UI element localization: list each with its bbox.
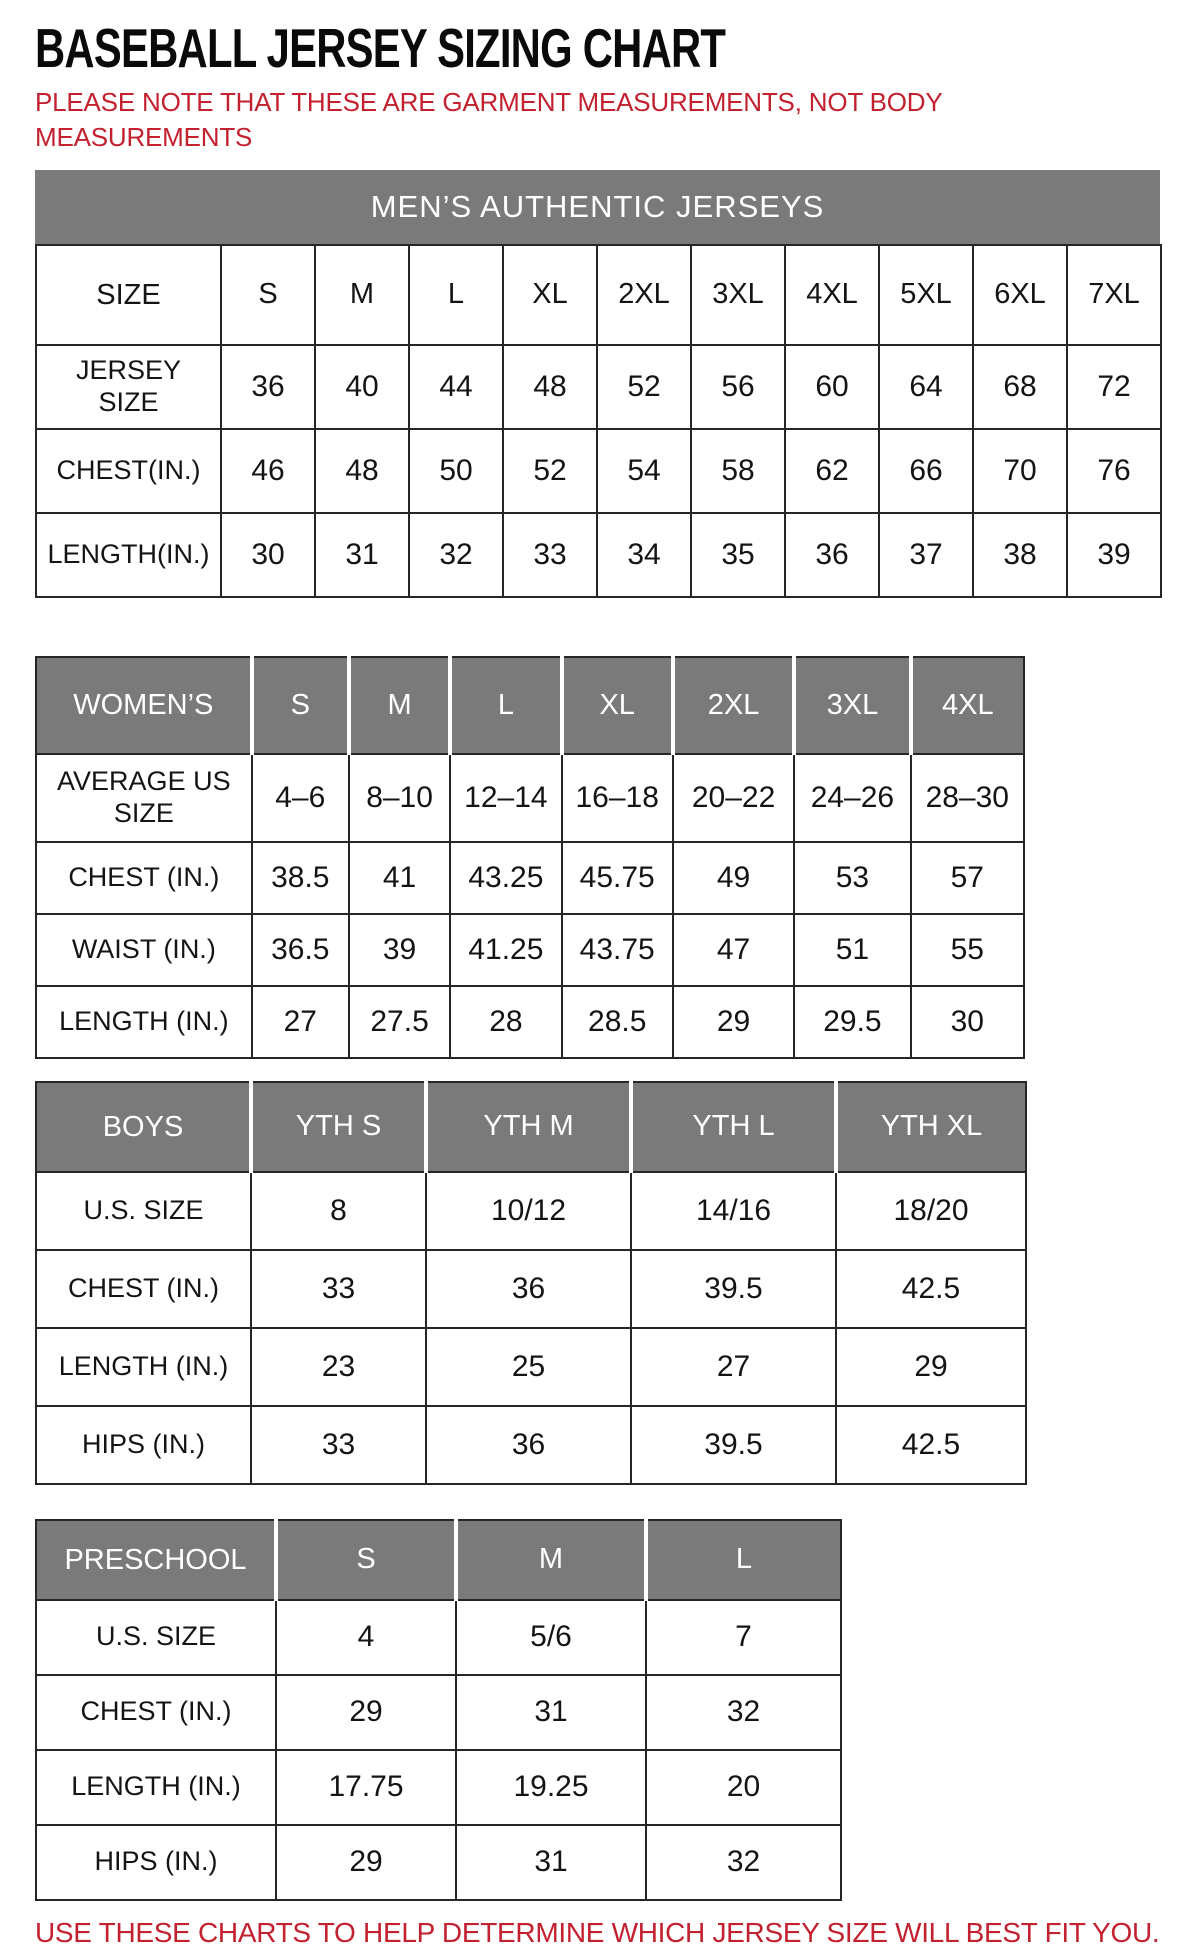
size-header-cell: L (646, 1520, 841, 1600)
size-value-cell: 36 (426, 1406, 631, 1484)
size-value-cell: 31 (456, 1675, 646, 1750)
size-value-cell: 70 (973, 429, 1067, 513)
size-header-cell: 2XL (673, 657, 794, 754)
row-label-cell: LENGTH (IN.) (36, 1750, 276, 1825)
size-value-cell: 27 (252, 986, 349, 1058)
size-value-cell: 5/6 (456, 1600, 646, 1675)
row-label-cell: CHEST (IN.) (36, 1250, 251, 1328)
row-label-cell: LENGTH (IN.) (36, 1328, 251, 1406)
size-value-cell: 42.5 (836, 1406, 1026, 1484)
size-value-cell: 66 (879, 429, 973, 513)
size-header-cell: YTH M (426, 1082, 631, 1172)
size-header-cell: 5XL (879, 245, 973, 345)
size-value-cell: 60 (785, 345, 879, 429)
size-value-cell: 28–30 (911, 754, 1024, 842)
size-value-cell: 39.5 (631, 1250, 836, 1328)
footer-note: USE THESE CHARTS TO HELP DETERMINE WHICH JERSEY SIZE WILL BEST FIT YOU. (35, 1916, 1160, 1948)
table-row (36, 1600, 841, 1675)
size-header-cell: M (349, 657, 450, 754)
size-value-cell: 36 (221, 345, 315, 429)
size-value-cell: 18/20 (836, 1172, 1026, 1250)
note-line-1: PLEASE NOTE THAT THESE ARE GARMENT MEASUREMENTS, NOT BODY (35, 87, 943, 118)
row-label-cell: HIPS (IN.) (36, 1406, 251, 1484)
size-value-cell: 29 (276, 1825, 456, 1900)
size-value-cell: 58 (691, 429, 785, 513)
size-value-cell: 33 (503, 513, 597, 597)
size-value-cell: 27 (631, 1328, 836, 1406)
size-value-cell: 54 (597, 429, 691, 513)
size-value-cell: 20–22 (673, 754, 794, 842)
size-value-cell: 34 (597, 513, 691, 597)
mens-table-title-band: MEN’S AUTHENTIC JERSEYS (35, 170, 1160, 244)
table-row (36, 986, 1024, 1058)
preschool-table-section (35, 1519, 1200, 1901)
size-value-cell: 28.5 (562, 986, 673, 1058)
size-value-cell: 44 (409, 345, 503, 429)
row-label-cell: U.S. SIZE (36, 1600, 276, 1675)
size-header-cell: S (252, 657, 349, 754)
size-header-cell: XL (503, 245, 597, 345)
size-value-cell: 23 (251, 1328, 426, 1406)
row-label-cell: LENGTH (IN.) (36, 986, 252, 1058)
table-row (36, 1172, 1026, 1250)
boys-size-table (35, 1081, 1027, 1485)
row-label-cell: CHEST(IN.) (36, 429, 221, 513)
size-value-cell: 50 (409, 429, 503, 513)
size-value-cell: 4–6 (252, 754, 349, 842)
size-value-cell: 38 (973, 513, 1067, 597)
size-value-cell: 45.75 (562, 842, 673, 914)
row-label-cell: JERSEY SIZE (36, 345, 221, 429)
size-value-cell: 39 (349, 914, 450, 986)
row-label-cell: WAIST (IN.) (36, 914, 252, 986)
size-value-cell: 52 (503, 429, 597, 513)
boys-table-section (35, 1081, 1200, 1485)
size-value-cell: 53 (794, 842, 910, 914)
size-value-cell: 32 (646, 1675, 841, 1750)
size-value-cell: 36 (785, 513, 879, 597)
size-value-cell: 47 (673, 914, 794, 986)
row-label-cell: LENGTH(IN.) (36, 513, 221, 597)
size-value-cell: 46 (221, 429, 315, 513)
size-value-cell: 41.25 (450, 914, 561, 986)
size-header-cell: XL (562, 657, 673, 754)
size-value-cell: 35 (691, 513, 785, 597)
size-header-cell: M (456, 1520, 646, 1600)
size-header-cell: L (450, 657, 561, 754)
size-value-cell: 38.5 (252, 842, 349, 914)
size-value-cell: 12–14 (450, 754, 561, 842)
size-value-cell: 28 (450, 986, 561, 1058)
size-value-cell: 25 (426, 1328, 631, 1406)
row-label-cell: U.S. SIZE (36, 1172, 251, 1250)
size-value-cell: 4 (276, 1600, 456, 1675)
note-line-2: MEASUREMENTS (35, 122, 253, 153)
size-value-cell: 29.5 (794, 986, 910, 1058)
size-header-cell: YTH L (631, 1082, 836, 1172)
table-row (36, 1825, 841, 1900)
size-value-cell: 56 (691, 345, 785, 429)
size-header-cell: 6XL (973, 245, 1067, 345)
size-value-cell: 41 (349, 842, 450, 914)
size-value-cell: 29 (673, 986, 794, 1058)
table-row (36, 429, 1161, 513)
size-value-cell: 7 (646, 1600, 841, 1675)
size-value-cell: 43.75 (562, 914, 673, 986)
garment-measurement-note (35, 85, 1200, 155)
row-label-cell: CHEST (IN.) (36, 1675, 276, 1750)
size-value-cell: 43.25 (450, 842, 561, 914)
row-label-cell: CHEST (IN.) (36, 842, 252, 914)
size-header-cell: 7XL (1067, 245, 1161, 345)
womens-table-section (35, 656, 1200, 1059)
size-header-cell: M (315, 245, 409, 345)
row-label-cell: HIPS (IN.) (36, 1825, 276, 1900)
size-value-cell: 49 (673, 842, 794, 914)
size-value-cell: 16–18 (562, 754, 673, 842)
size-value-cell: 8–10 (349, 754, 450, 842)
size-header-cell: S (221, 245, 315, 345)
table-row (36, 1406, 1026, 1484)
table-row (36, 842, 1024, 914)
size-value-cell: 39.5 (631, 1406, 836, 1484)
size-value-cell: 42.5 (836, 1250, 1026, 1328)
mens-table-section (35, 170, 1200, 598)
row-label-cell: AVERAGE US SIZE (36, 754, 252, 842)
size-value-cell: 30 (221, 513, 315, 597)
size-value-cell: 31 (315, 513, 409, 597)
size-value-cell: 48 (503, 345, 597, 429)
size-value-cell: 37 (879, 513, 973, 597)
size-value-cell: 29 (276, 1675, 456, 1750)
size-value-cell: 76 (1067, 429, 1161, 513)
size-value-cell: 39 (1067, 513, 1161, 597)
size-value-cell: 32 (646, 1825, 841, 1900)
size-header-cell: YTH S (251, 1082, 426, 1172)
table-label-header-cell: PRESCHOOL (36, 1520, 276, 1600)
size-value-cell: 33 (251, 1406, 426, 1484)
table-row (36, 1750, 841, 1825)
size-value-cell: 10/12 (426, 1172, 631, 1250)
table-label-header-cell: BOYS (36, 1082, 251, 1172)
size-value-cell: 72 (1067, 345, 1161, 429)
size-value-cell: 64 (879, 345, 973, 429)
size-header-cell: YTH XL (836, 1082, 1026, 1172)
size-value-cell: 30 (911, 986, 1024, 1058)
size-value-cell: 27.5 (349, 986, 450, 1058)
size-value-cell: 8 (251, 1172, 426, 1250)
table-row (36, 1675, 841, 1750)
size-value-cell: 20 (646, 1750, 841, 1825)
size-value-cell: 36 (426, 1250, 631, 1328)
size-value-cell: 24–26 (794, 754, 910, 842)
table-row (36, 1250, 1026, 1328)
size-header-cell: 4XL (785, 245, 879, 345)
size-header-cell: S (276, 1520, 456, 1600)
size-value-cell: 55 (911, 914, 1024, 986)
size-value-cell: 31 (456, 1825, 646, 1900)
size-value-cell: 17.75 (276, 1750, 456, 1825)
size-header-cell: L (409, 245, 503, 345)
table-label-header-cell: WOMEN’S (36, 657, 252, 754)
size-value-cell: 32 (409, 513, 503, 597)
size-value-cell: 52 (597, 345, 691, 429)
table-row (36, 1328, 1026, 1406)
size-value-cell: 29 (836, 1328, 1026, 1406)
size-value-cell: 48 (315, 429, 409, 513)
mens-authentic-jerseys-table (35, 244, 1162, 598)
size-value-cell: 68 (973, 345, 1067, 429)
size-header-cell: 3XL (794, 657, 910, 754)
table-label-header-cell: SIZE (36, 245, 221, 345)
size-value-cell: 57 (911, 842, 1024, 914)
table-row (36, 345, 1161, 429)
size-header-cell: 2XL (597, 245, 691, 345)
size-value-cell: 40 (315, 345, 409, 429)
table-row (36, 914, 1024, 986)
table-row (36, 754, 1024, 842)
size-header-cell: 4XL (911, 657, 1024, 754)
size-value-cell: 51 (794, 914, 910, 986)
size-value-cell: 36.5 (252, 914, 349, 986)
size-value-cell: 33 (251, 1250, 426, 1328)
size-header-cell: 3XL (691, 245, 785, 345)
table-row (36, 513, 1161, 597)
size-value-cell: 19.25 (456, 1750, 646, 1825)
page-title: BASEBALL JERSEY SIZING CHART (35, 17, 726, 79)
womens-size-table (35, 656, 1025, 1059)
size-value-cell: 62 (785, 429, 879, 513)
size-value-cell: 14/16 (631, 1172, 836, 1250)
preschool-size-table (35, 1519, 842, 1901)
